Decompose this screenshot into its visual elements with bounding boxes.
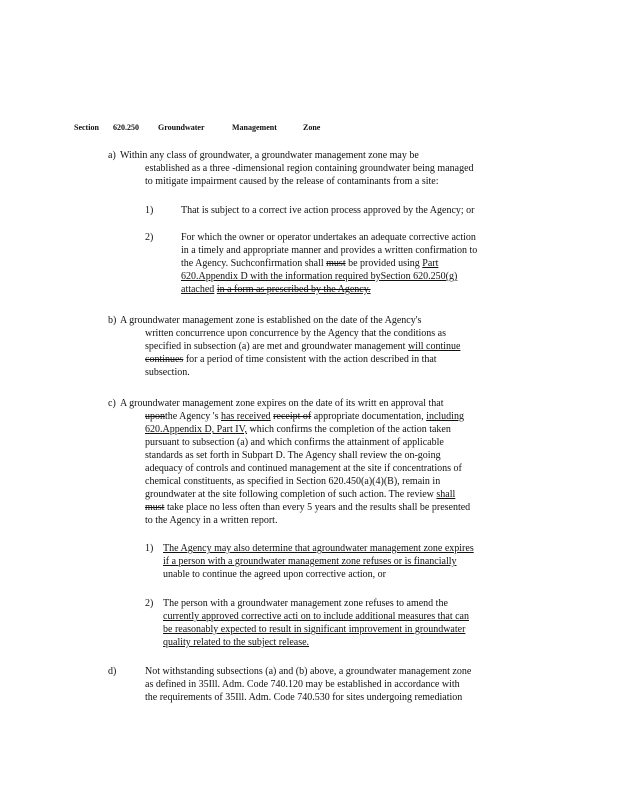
inserted-text: 620.Appendix D, Part IV, xyxy=(145,424,248,435)
subsection-a-line-2: established as a three -dimensional region containing groundwater being managed xyxy=(145,163,474,174)
subsection-b-line-5: subsection. xyxy=(145,367,190,378)
item-c1-line-2: if a person with a groundwater management zone refuses or is financially xyxy=(163,556,457,567)
inserted-text: has received xyxy=(220,411,271,422)
subsection-c-line-6: adequacy of controls and continued management at the site if concentrations of xyxy=(145,463,462,474)
item-a2-line-3-text: the Agency. Suchconfirmation shall xyxy=(181,258,324,269)
inserted-text: attached xyxy=(181,284,215,295)
subsection-a-line-3: to mitigate impairment caused by the release of contaminants from a site: xyxy=(145,176,439,187)
subsection-c-line-9 xyxy=(145,502,470,514)
item-c1-line-1: The Agency may also determine that agroundwater management zone expires xyxy=(163,543,474,554)
inserted-text: including xyxy=(426,411,464,422)
item-a2-line-2: in a timely and appropriate manner and provides a written confirmation to xyxy=(181,245,478,256)
subsection-d-line-1: Not withstanding subsections (a) and (b) above, a groundwater management zone xyxy=(145,666,472,677)
subsection-d-line-2: as defined in 35Ill. Adm. Code 740.120 may be established in accordance with xyxy=(145,679,460,690)
item-a2-number: 2) xyxy=(145,232,154,243)
subsection-d-label: d) xyxy=(108,666,117,677)
deleted-text: upon xyxy=(145,411,165,422)
subsection-c-label: c) xyxy=(108,398,116,409)
item-c1-line-3: unable to continue the agreed upon corrective action, or xyxy=(163,569,386,580)
item-a2-line-4: 620.Appendix D with the information required bySection 620.250(g) xyxy=(181,271,458,282)
subsection-c-line-4: pursuant to subsection (a) and which confirms the attainment of applicable xyxy=(145,437,444,448)
item-a2-line-1: For which the owner or operator undertakes an adequate corrective action xyxy=(181,232,476,243)
subsection-b-line-3-text: specified in subsection (a) are met and groundwater management xyxy=(145,341,406,352)
item-a1-text: That is subject to a correct ive action process approved by the Agency; or xyxy=(181,205,475,216)
section-number: 620.250 xyxy=(113,123,139,132)
subsection-a-line-1: Within any class of groundwater, a groundwater management zone may be xyxy=(120,150,419,161)
section-label: Section xyxy=(74,123,99,132)
subsection-c-line-1: A groundwater management zone expires on the date of its writt en approval that xyxy=(120,398,444,409)
subsection-b-label: b) xyxy=(108,315,117,326)
item-c2-line-2: currently approved corrective acti on to include additional measures that can xyxy=(163,611,469,622)
deleted-text: must xyxy=(326,258,346,269)
subsection-c-line-9-text: take place no less often than every 5 years and the results shall be presented xyxy=(166,502,471,513)
subsection-c-line-3-text: which confirms the completion of the action taken xyxy=(249,424,451,435)
subsection-c-line-10: to the Agency in a written report. xyxy=(145,515,278,526)
item-a2-line-5 xyxy=(181,284,371,296)
subsection-c-line-2-text: the Agency 's xyxy=(165,411,219,422)
subsection-c-line-2-text-2: appropriate documentation, xyxy=(313,411,424,422)
item-c2-line-4: quality related to the subject release. xyxy=(163,637,310,648)
subsection-c-line-3 xyxy=(145,424,451,436)
subsection-c-line-8 xyxy=(145,489,455,501)
subsection-b-line-4 xyxy=(145,354,437,366)
subsection-a-label: a) xyxy=(108,150,116,161)
subsection-c-line-5: standards as set forth in Subpart D. The Agency shall review the on-going xyxy=(145,450,441,461)
inserted-text: shall xyxy=(436,489,456,500)
item-c2-line-1: The person with a groundwater management zone refuses to amend the xyxy=(163,598,448,609)
subsection-c-line-8-text: groundwater at the site following completion of such action. The review xyxy=(145,489,434,500)
subsection-c-line-2 xyxy=(145,411,464,423)
subsection-b-line-4-text: for a period of time consistent with the action described in that xyxy=(185,354,437,365)
section-title-word-1: Groundwater xyxy=(158,123,205,132)
subsection-b-line-2: written concurrence upon concurrence by the Agency that the conditions as xyxy=(145,328,447,339)
item-a2-line-3 xyxy=(181,258,438,270)
item-a1-number: 1) xyxy=(145,205,154,216)
item-c1-number: 1) xyxy=(145,543,154,554)
subsection-b-line-3 xyxy=(145,341,460,353)
inserted-text: will continue xyxy=(407,341,461,352)
section-title-word-3: Zone xyxy=(303,123,321,132)
subsection-b-line-1: A groundwater management zone is established on the date of the Agency's xyxy=(120,315,422,326)
item-a2-line-3-text-2: be provided using xyxy=(348,258,420,269)
deleted-text: receipt of xyxy=(273,411,312,422)
deleted-text: must xyxy=(145,502,165,513)
subsection-d-line-3: the requirements of 35Ill. Adm. Code 740.530 for sites undergoing remediation xyxy=(145,692,463,703)
deleted-text: continues xyxy=(145,354,184,365)
section-title-word-2: Management xyxy=(232,123,277,132)
item-c2-number: 2) xyxy=(145,598,154,609)
subsection-c-line-7: chemical constituents, as specified in Section 620.450(a)(4)(B), remain in xyxy=(145,476,441,487)
deleted-text: in a form as prescribed by the Agency. xyxy=(216,284,371,295)
item-c2-line-3: be reasonably expected to result in significant improvement in groundwater xyxy=(163,624,466,635)
inserted-text: Part xyxy=(422,258,439,269)
